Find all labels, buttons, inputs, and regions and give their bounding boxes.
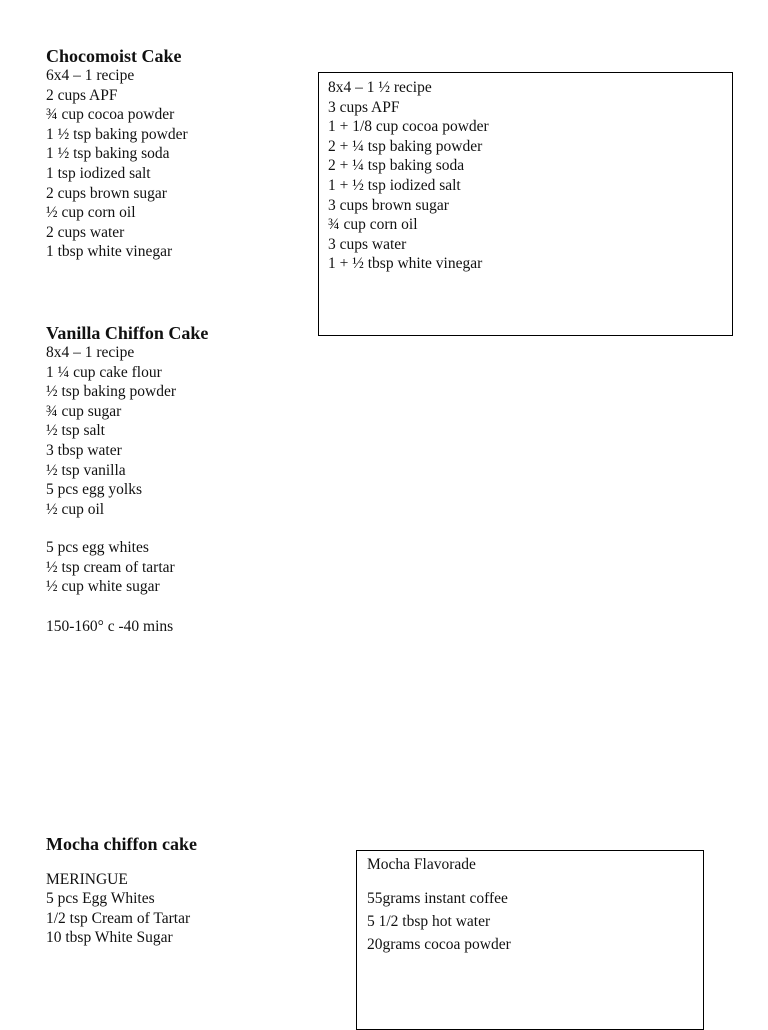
list-item: 3 cups brown sugar bbox=[328, 196, 449, 214]
vanilla-bake-instructions: 150-160° c -40 mins bbox=[46, 618, 174, 635]
mocha-flavorade-title: Mocha Flavorade bbox=[367, 856, 476, 873]
list-item: 1 tbsp white vinegar bbox=[46, 243, 173, 261]
list-item: 1 ¼ cup cake flour bbox=[46, 363, 162, 381]
list-item: 3 cups APF bbox=[328, 98, 400, 116]
list-item: 2 cups APF bbox=[46, 86, 118, 104]
list-item: ½ tsp salt bbox=[46, 422, 105, 440]
list-item: 1/2 tsp Cream of Tartar bbox=[46, 909, 191, 927]
list-item: ½ cup white sugar bbox=[46, 578, 160, 596]
vanilla-meringue-list bbox=[46, 538, 175, 597]
vanilla-batter-list bbox=[46, 343, 176, 519]
list-item: ½ cup corn oil bbox=[46, 204, 136, 222]
mocha-flavorade-list bbox=[367, 887, 511, 956]
list-item: 2 + ¼ tsp baking soda bbox=[328, 157, 465, 175]
mocha-title: Mocha chiffon cake bbox=[46, 834, 197, 854]
chocomoist-base-list bbox=[46, 66, 188, 262]
list-item: 5 pcs Egg Whites bbox=[46, 890, 155, 907]
list-item: 3 cups water bbox=[328, 235, 407, 253]
list-item: 1 ½ tsp baking soda bbox=[46, 145, 170, 163]
list-item: 5 pcs egg yolks bbox=[46, 481, 143, 499]
mocha-meringue-list bbox=[46, 889, 190, 948]
list-item: 8x4 – 1 recipe bbox=[46, 344, 135, 361]
list-item: ½ tsp baking powder bbox=[46, 383, 177, 401]
list-item: 5 1/2 tbsp hot water bbox=[367, 913, 491, 930]
list-item: 55grams instant coffee bbox=[367, 890, 508, 907]
list-item: 1 ½ tsp baking powder bbox=[46, 125, 188, 143]
list-item: 3 tbsp water bbox=[46, 441, 122, 459]
mocha-flavorade-box bbox=[356, 850, 704, 1030]
list-item: 1 + ½ tbsp white vinegar bbox=[328, 255, 483, 273]
list-item: 10 tbsp White Sugar bbox=[46, 929, 173, 947]
chocomoist-scaled-list bbox=[328, 78, 489, 274]
chocomoist-title: Chocomoist Cake bbox=[46, 46, 182, 66]
list-item: 1 tsp iodized salt bbox=[46, 164, 151, 182]
list-item: ¾ cup sugar bbox=[46, 402, 122, 420]
list-item: ¾ cup cocoa powder bbox=[46, 106, 175, 124]
list-item: ¾ cup corn oil bbox=[328, 216, 418, 234]
list-item: 2 cups water bbox=[46, 223, 125, 241]
list-item: 1 + ½ tsp iodized salt bbox=[328, 176, 461, 194]
list-item: ½ tsp vanilla bbox=[46, 461, 126, 479]
list-item: 2 + ¼ tsp baking powder bbox=[328, 137, 483, 155]
list-item: 5 pcs egg whites bbox=[46, 539, 149, 556]
vanilla-title: Vanilla Chiffon Cake bbox=[46, 323, 209, 343]
list-item: ½ tsp cream of tartar bbox=[46, 558, 175, 576]
list-item: 1 + 1/8 cup cocoa powder bbox=[328, 118, 489, 136]
chocomoist-scaled-box bbox=[318, 72, 733, 336]
list-item: 6x4 – 1 recipe bbox=[46, 67, 135, 84]
list-item: ½ cup oil bbox=[46, 500, 105, 518]
list-item: 2 cups brown sugar bbox=[46, 184, 167, 202]
list-item: 8x4 – 1 ½ recipe bbox=[328, 79, 432, 96]
mocha-meringue-heading: MERINGUE bbox=[46, 871, 128, 888]
list-item: 20grams cocoa powder bbox=[367, 936, 511, 953]
